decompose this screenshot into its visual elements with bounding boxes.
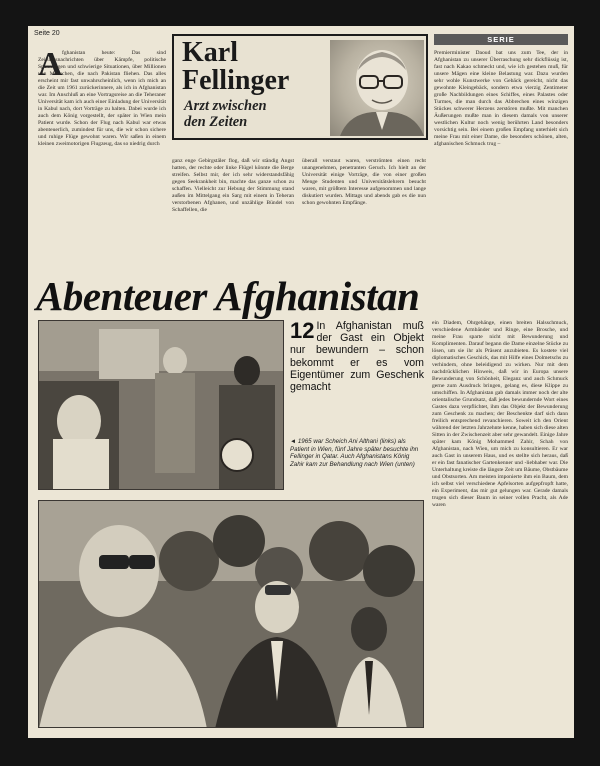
series-label: SERIE: [434, 34, 568, 45]
main-headline: Abenteuer Afghanistan: [36, 273, 420, 319]
body-column-4-top: Premierminister Daoud bat uns zum Tee, der in Afghanistan zu unserer Überraschung sehr dickflüssig ist, fast nach Kakao schmeckt und, wie ich gestehen muß, für unsere Mägen eine kleine Belastung war. Dazu wurden sehr wohle Kunstwerke von Gebäck gereicht, nicht das gewohnte Kleingebäck, sondern etwa vierzig Zentimeter große Nachbildungen eines Schiffes, eines Palastes oder Turmes, die man durch das Abbrechen eines winzigen Stückes schwerer Herzens zerstören mußte. Mit manchen Äußerungen mußte man in diesem damals von unserer westlichen Kultur noch wenig berührten Land besonders vorsichtig sein. Bei einem großen Empfang unterhielt sich meine Frau mit einer Dame, die besonders schönen, alten, afghanischen Schmuck trug –: [434, 50, 568, 147]
photo-sheikh-visit: [38, 320, 284, 490]
series-episode-number: 12: [290, 318, 315, 343]
portrait-photo-icon: [330, 40, 424, 136]
body-column-3: überall verstaut waren, verströmten einen recht unangenehmen, penetranten Geruch. Ich hielt an der Universität einige Vorträge, die von einer großen Menge Studenten und Universitätslehrern besucht waren, mit größtem Interesse aufgenommen und lange diskutiert wurden. Mittags und abends gab es die nun schon gewohnten Empfänge.: [302, 158, 426, 206]
photo-king-zahir: [38, 500, 424, 728]
article-intro: [290, 320, 424, 393]
body-column-1: fghanistan heute: Das sind Zeitungsnachrichten über Kämpfe, politische Spannungen und schwierige Situationen, über Millionen von Menschen, die nach Pakistan fliehen. Das alles erscheint mir fast unwahrscheinlich, wenn ich mich an die Zeit um 1961 zurückerinnere, als ich in Afghanistan war. Im Anschluß an eine Vortragsreise an die Teheraner Universität kam ich auch einer Einladung der Universität in Kabul nach, dort Vorträge zu halten. Dabei wurde ich auch dem König vorgestellt, der später in Wien mein Patient wurde. Schon der Flug nach Kabul war etwas abenteuerlich, zumindest für uns, die wir schon sichere und ruhige Flüge gewohnt waren. Wir saßen in einem kleinen zweimotorigen Flugzeug, das so niedrig durch: [38, 50, 166, 147]
series-subtitle-line-1: Arzt zwischen: [184, 98, 267, 114]
intro-text: In Afghanistan muß der Gast ein Objekt nur bewundern – schon bekommt er es vom Eigentümer zum Geschenk gemacht: [290, 320, 424, 394]
page-number: Seite 20: [34, 30, 60, 37]
author-name-first: Karl: [182, 37, 238, 68]
newspaper-page: [28, 26, 574, 738]
series-header-box: [172, 34, 428, 140]
series-subtitle: [184, 98, 267, 130]
photo-caption: ◄ 1965 war Scheich Ani Althani (links) als Patient in Wien, fünf Jahre später besuchte ihn Fellinger in Qatar. Auch Afghanistans König Zahir kam zur Behandlung nach Wien (unten): [290, 438, 419, 468]
series-subtitle-line-2: den Zeiten: [184, 114, 248, 130]
body-column-4-bottom: ein Diadem, Ohrgehänge, einen breiten Halsschmuck, verschiedene Armbänder und Ringe, eine Brosche, und meine Frau sparte nicht mit Bewunderung und Komplimenten. Darauf begann die Dame einzelne Stücke zu lösen, um sie ihr als Präsent anzubieten. Es kostete viel diplomatisches Geschick, das mit Hilfe eines Dolmetschs zu verhindern, ohne beleidigend zu wirken. Nur mit dem nachdrücklichen Hinweis, daß wir in Europa unsere Bewunderung von Schönheit, Eleganz und auch Schmuck gerne zum Ausdruck bringen, gelang es, diese Klippe zu umschiffen. In Afghanistan gab damals immer noch der alte orientalische Grundsatz, daß jedes bewundernde Wort eines Gastes dazu verpflichtet, ihm das Objekt der Bewunderung zum Geschenk zu machen; der Beschenkte darf sich dann freilich entsprechend revanchieren. Soweit ich den Orient während der letzten Jahrzehnte kenne, haben sich diese alten Sitten in der Zwischenzeit aber sehr gewandelt. Einige Jahre später kam König Mohammed Zahir, Schah von Afghanistan, nach Wien, um mich zu konsultieren. Er war auch Gast in unserem Haus, und es stellte sich heraus, daß er ein fast fanatischer Gartenkenner und -liebhaber war. Die Unterhaltung kreiste die längste Zeit um Bäume, Obstbäume und Obstsorten. Am meisten imponierte ihm ein Baum, dem ich selbst viel verschiedene Apfelsorten aufgepfropft hatte, ein Experiment, das mir gut gelungen war. Gerade damals trugen sich dieser Baum in seiner vollen Pracht, als Ade waren: [432, 320, 568, 508]
author-name-last: Fellinger: [182, 65, 290, 96]
drop-cap: A: [38, 46, 63, 83]
body-column-2: ganz enge Gebirgstäler flog, daß wir ständig Angst hatten, der rechte oder linke Flügel könnte die Berge streifen. Selbst mir, der ich sehr widerstandsfähig gegen Seekrankheit bin, machte das ganze schon zu schaffen. Vielleicht zur Hebung der Stimmung stand außen im Mittelgang ein Sarg mit einem in Teheran verstorbenen Afghanen, und unzählige Bündel von Schaffellen, die: [172, 158, 294, 213]
